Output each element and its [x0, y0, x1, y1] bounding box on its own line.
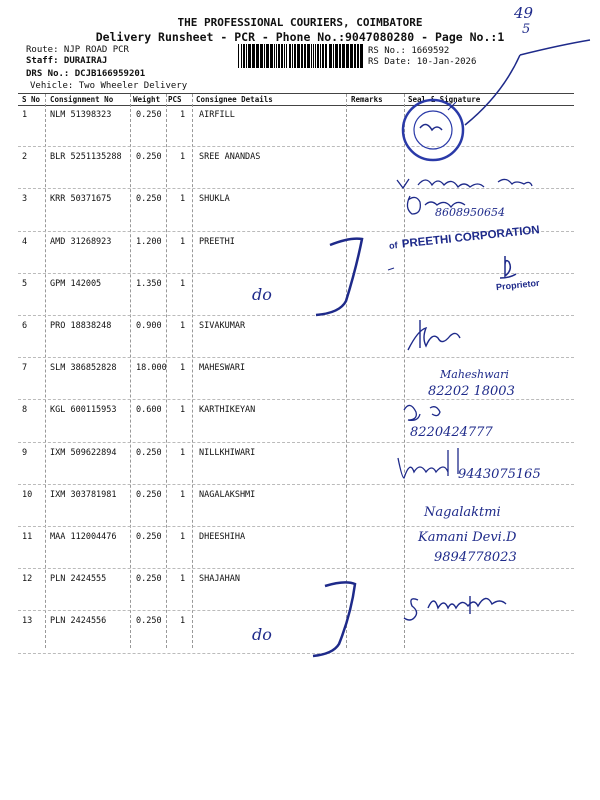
company-title: THE PROFESSIONAL COURIERS, COIMBATORE — [177, 16, 423, 29]
row-weight: 0.250 — [136, 194, 162, 204]
signature-row-7-name: Maheshwari — [440, 368, 509, 381]
col-seal-signature: Seal & Signature — [408, 95, 481, 104]
row-pcs: 1 — [180, 532, 186, 542]
row-pcs: 1 — [180, 490, 186, 500]
row-consignment-no: PLN 2424555 — [50, 574, 107, 584]
row-consignee: DHEESHIHA — [199, 532, 246, 542]
col-pcs: PCS — [168, 95, 182, 104]
row-sno: 4 — [22, 237, 28, 247]
row-consignee: SHAJAHAN — [199, 574, 240, 584]
row-pcs: 1 — [180, 363, 186, 373]
row-pcs: 1 — [180, 616, 186, 626]
row-sno: 5 — [22, 279, 28, 289]
signature-row-12 — [404, 596, 506, 620]
row-weight: 0.250 — [136, 490, 162, 500]
row-weight: 0.250 — [136, 574, 162, 584]
row-consignee: MAHESWARI — [199, 363, 246, 373]
row-sno: 8 — [22, 405, 28, 415]
signature-row-11-name: Kamani Devi.D — [418, 530, 517, 545]
col-sno: S No — [22, 95, 41, 104]
bracket-rows-4-5 — [316, 239, 362, 315]
signature-row-11-phone: 9894778023 — [434, 550, 517, 565]
drs-number: DRS No.: DCJB166959201 — [26, 69, 146, 79]
signature-row-7-phone: 82202 18003 — [428, 384, 515, 399]
staff-label: Staff: DURAIRAJ — [26, 56, 108, 66]
row-weight: 0.250 — [136, 532, 162, 542]
col-weight: Weight — [133, 95, 161, 104]
row-pcs: 1 — [180, 279, 186, 289]
rs-date: RS Date: 10-Jan-2026 — [368, 57, 477, 67]
signature-row-6 — [408, 320, 460, 350]
row-weight: 0.250 — [136, 152, 162, 162]
signature-row-9 — [398, 448, 458, 478]
row-consignment-no: MAA 112004476 — [50, 532, 117, 542]
row-pcs: 1 — [180, 321, 186, 331]
row-sno: 11 — [22, 532, 33, 542]
ditto-mark-row-13: do — [252, 625, 272, 644]
signature-row-2 — [397, 179, 532, 188]
row-consignee: NILLKHIWARI — [199, 448, 256, 458]
row-weight: 0.250 — [136, 448, 162, 458]
row-sno: 7 — [22, 363, 28, 373]
row-consignee: SIVAKUMAR — [199, 321, 246, 331]
round-seal — [403, 100, 463, 160]
row-pcs: 1 — [180, 110, 186, 120]
signature-row-5 — [500, 256, 516, 278]
row-pcs: 1 — [180, 574, 186, 584]
row-pcs: 1 — [180, 237, 186, 247]
stamp-company-name: PREETHI CORPORATION — [401, 224, 541, 251]
row-consignment-no: SLM 386852828 — [50, 363, 117, 373]
row-pcs: 1 — [180, 152, 186, 162]
row-weight: 1.200 — [136, 237, 162, 247]
row-weight: 0.250 — [136, 110, 162, 120]
row-consignee: SHUKLA — [199, 194, 230, 204]
row-sno: 3 — [22, 194, 28, 204]
col-consignment: Consignment No — [50, 95, 114, 104]
col-consignee: Consignee Details — [196, 95, 273, 104]
check-mark — [465, 40, 590, 125]
row-consignee: KARTHIKEYAN — [199, 405, 256, 415]
route-label: Route: NJP ROAD PCR — [26, 45, 129, 55]
row-consignment-no: KGL 600115953 — [50, 405, 117, 415]
ditto-mark-row-5: do — [252, 285, 272, 304]
row-sno: 10 — [22, 490, 33, 500]
row-sno: 9 — [22, 448, 28, 458]
row-weight: 0.600 — [136, 405, 162, 415]
col-remarks: Remarks — [351, 95, 383, 104]
stamp-flourish — [388, 268, 394, 270]
row-consignment-no: KRR 50371675 — [50, 194, 112, 204]
row-sno: 2 — [22, 152, 28, 162]
row-sno: 12 — [22, 574, 33, 584]
row-pcs: 1 — [180, 194, 186, 204]
page-mark-top: 49 — [514, 4, 534, 22]
row-consignee: NAGALAKSHMI — [199, 490, 256, 500]
row-pcs: 1 — [180, 448, 186, 458]
rs-number: RS No.: 1669592 — [368, 46, 450, 56]
row-weight: 18.000 — [136, 363, 167, 373]
row-sno: 1 — [22, 110, 28, 120]
row-consignment-no: BLR 5251135288 — [50, 152, 122, 162]
page-mark-bottom: 5 — [522, 22, 531, 37]
signature-row-3-phone: 8608950654 — [435, 206, 505, 219]
row-consignment-no: IXM 509622894 — [50, 448, 117, 458]
row-consignment-no: AMD 31268923 — [50, 237, 112, 247]
runsheet-subtitle: Delivery Runsheet - PCR - Phone No.:9047080280 - Page No.:1 — [95, 30, 505, 44]
row-weight: 0.250 — [136, 616, 162, 626]
bracket-rows-12-13 — [313, 582, 355, 656]
signature-row-10-name: Nagalaktmi — [424, 505, 501, 520]
row-sno: 6 — [22, 321, 28, 331]
row-weight: 1.350 — [136, 279, 162, 289]
row-pcs: 1 — [180, 405, 186, 415]
row-consignee: SREE ANANDAS — [199, 152, 261, 162]
signature-row-9-phone: 9443075165 — [458, 467, 541, 482]
row-consignment-no: GPM 142005 — [50, 279, 102, 289]
row-sno: 13 — [22, 616, 33, 626]
signature-row-8 — [404, 405, 440, 420]
row-consignment-no: PRO 18838248 — [50, 321, 112, 331]
row-consignee: PREETHI — [199, 237, 235, 247]
row-consignment-no: IXM 303781981 — [50, 490, 117, 500]
row-weight: 0.900 — [136, 321, 162, 331]
stamp-role: Proprietor — [495, 277, 540, 293]
row-consignment-no: NLM 51398323 — [50, 110, 112, 120]
row-consignee: AIRFILL — [199, 110, 235, 120]
signature-row-8-phone: 8220424777 — [410, 425, 493, 440]
row-consignment-no: PLN 2424556 — [50, 616, 107, 626]
vehicle-label: Vehicle: Two Wheeler Delivery — [30, 81, 188, 91]
stamp-prefix: of — [388, 240, 399, 251]
